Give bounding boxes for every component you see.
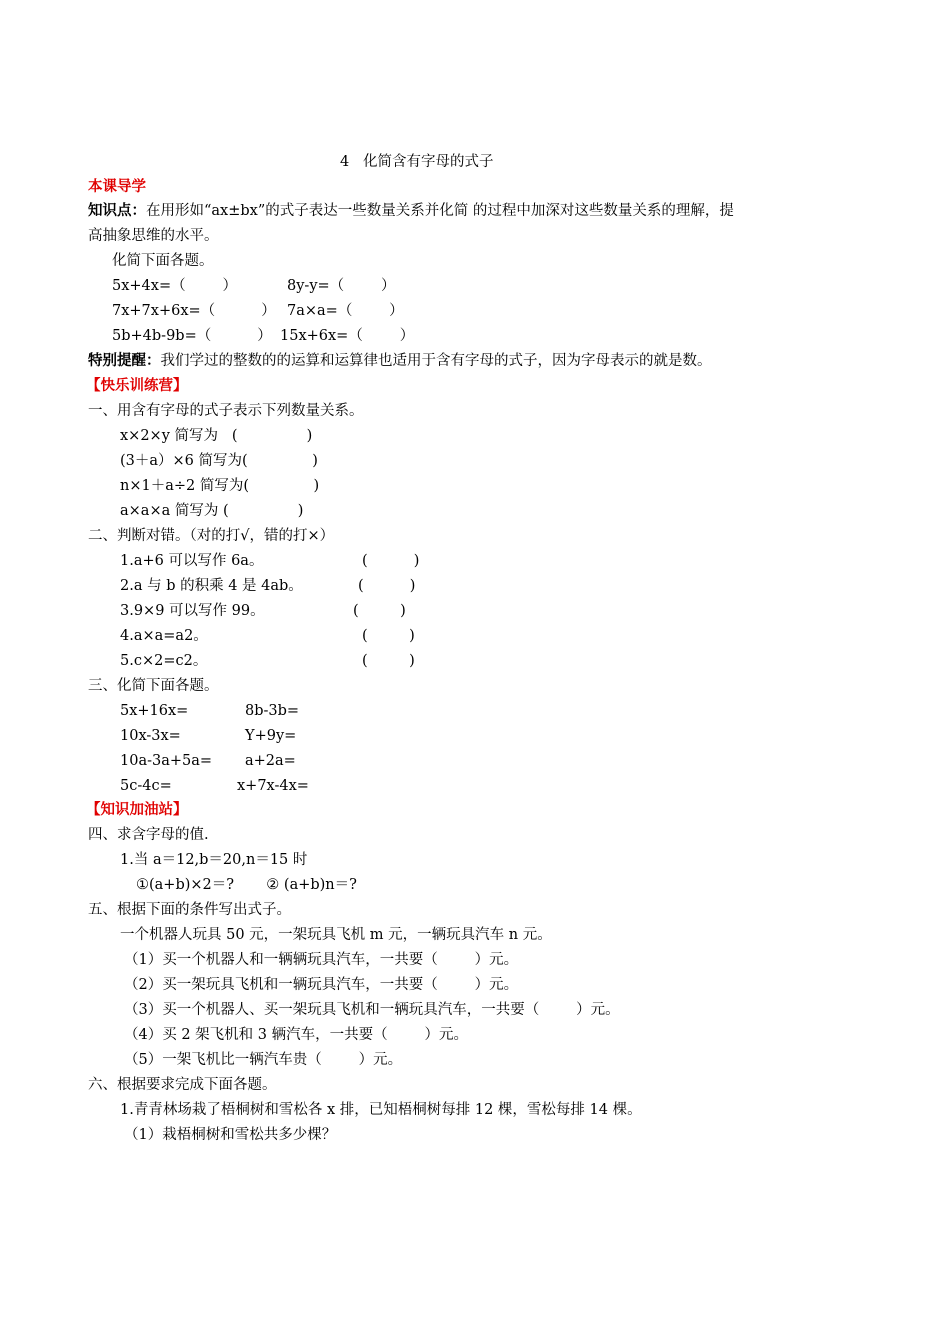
question-item: （2）买一架玩具飞机和一辆玩具汽车，一共要（ ）元。 [124,977,519,993]
simplify-item: Y+9y= [245,728,297,744]
special-tip [88,351,712,371]
section-heading-station: 【知识加油站】 [86,802,188,818]
judge-item-text: 5.c×2=c2。 [120,653,208,669]
question-intro: 一个机器人玩具 50 元，一架玩具飞机 m 元，一辆玩具汽车 n 元。 [120,927,552,943]
question-item: （3）买一个机器人、买一架玩具飞机和一辆玩具汽车，一共要（ ）元。 [124,1002,620,1018]
knowledge-point-text: 在用形如“ax±bx”的式子表达一些数量关系并化简 的过程中加深对这些数量关系的理解，提 [146,203,734,219]
exercise-item: 7a×a=（ ） [287,303,404,319]
question-title-6: 六、根据要求完成下面各题。 [88,1077,277,1093]
simplify-item: a+2a= [245,753,296,769]
question-item: （5）一架飞机比一辆汽车贵（ ）元。 [124,1052,403,1068]
simplify-item: 5c-4c= [120,778,172,794]
knowledge-point-cont: 高抽象思维的水平。 [88,228,219,244]
question-title-1: 一、用含有字母的式子表示下列数量关系。 [88,403,364,419]
question-line: ①(a+b)×2＝? ② (a+b)n＝? [136,877,357,893]
exercise-item: 15x+6x=（ ） [280,328,415,344]
simplify-item: 10x-3x= [120,728,181,744]
question-item: （1）买一个机器人和一辆辆玩具汽车，一共要（ ）元。 [124,952,519,968]
simplify-item: 10a-3a+5a= [120,753,213,769]
exercise-item: 7x+7x+6x=（ ） [112,303,276,319]
exercise-title: 化简下面各题。 [112,253,214,269]
judge-item-text: 3.9×9 可以写作 99。 [120,603,265,619]
question-title-5: 五、根据下面的条件写出式子。 [88,902,291,918]
question-item: n×1＋a÷2 简写为( ) [120,478,320,494]
question-line: 1.青青林场栽了梧桐树和雪松各 x 排，已知梧桐树每排 12 棵，雪松每排 14 棵。 [120,1102,642,1118]
question-line: （1）栽梧桐树和雪松共多少棵？ [124,1127,337,1143]
page-title: 4 化简含有字母的式子 [340,154,494,170]
question-title-3: 三、化简下面各题。 [88,678,219,694]
question-title-2: 二、判断对错。（对的打√，错的打×） [88,528,335,544]
simplify-item: x+7x-4x= [237,778,309,794]
judge-item-blank: ( ) [353,603,406,619]
question-line: 1.当 a＝12,b＝20,n＝15 时 [120,852,308,868]
judge-item-text: 4.a×a=a2。 [120,628,208,644]
exercise-item: 5x+4x=（ ） [112,278,237,294]
judge-item-blank: ( ) [358,578,416,594]
exercise-item: 5b+4b-9b=（ ） [112,328,272,344]
section-heading-camp: 【快乐训练营】 [86,378,188,394]
knowledge-point-label: 知识点： [88,203,146,219]
judge-item-blank: ( ) [362,553,420,569]
simplify-item: 8b-3b= [245,703,300,719]
question-item: (3＋a）×6 简写为( ) [120,453,318,469]
question-title-4: 四、求含字母的值. [88,827,209,843]
question-item: x×2×y 简写为 ( ) [120,428,313,444]
special-tip-text: 我们学过的整数的的运算和运算律也适用于含有字母的式子，因为字母表示的就是数。 [160,353,712,369]
judge-item-blank: ( ) [362,628,415,644]
simplify-item: 5x+16x= [120,703,189,719]
special-tip-label: 特别提醒： [88,353,161,369]
judge-item-blank: ( ) [362,653,415,669]
exercise-item: 8y-y=（ ） [287,278,396,294]
section-heading-guide: 本课导学 [88,179,146,195]
judge-item-text: 1.a+6 可以写作 6a。 [120,553,264,569]
question-item: a×a×a 简写为 ( ) [120,503,304,519]
knowledge-point [88,201,734,221]
judge-item-text: 2.a 与 b 的积乘 4 是 4ab。 [120,578,303,594]
question-item: （4）买 2 架飞机和 3 辆汽车，一共要（ ）元。 [124,1027,468,1043]
